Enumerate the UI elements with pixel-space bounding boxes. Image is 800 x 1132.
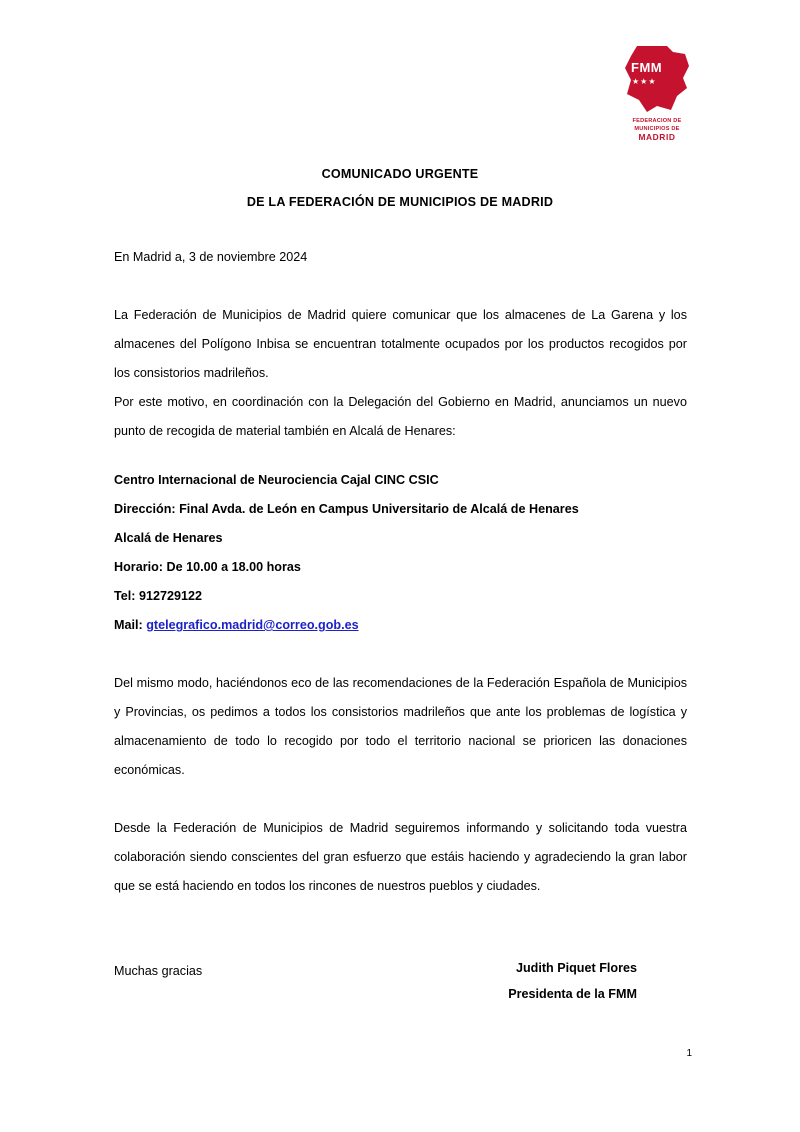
date-line: En Madrid a, 3 de noviembre 2024: [114, 250, 308, 264]
spacer: [114, 446, 687, 466]
spacer: [114, 785, 687, 814]
paragraph-2: Por este motivo, en coordinación con la Delegación del Gobierno en Madrid, anunciamos un nuevo punto de recogida de material también en Alcalá de Henares:: [114, 395, 687, 438]
signature-name: Judith Piquet Flores: [515, 961, 637, 975]
page-number: 1: [686, 1048, 692, 1059]
center-city: Alcalá de Henares: [114, 531, 223, 545]
paragraph-1: La Federación de Municipios de Madrid quiere comunicar que los almacenes de La Garena y los almacenes del Polígono Inbisa se encuentran totalmente ocupados por los productos recogidos por los consistorios madrileños.: [114, 308, 687, 380]
spacer: [114, 272, 687, 301]
fmm-logo: [611, 44, 703, 142]
paragraph-3: Del mismo modo, haciéndonos eco de las recomendaciones de la Federación Española de Municipios y Provincias, os pedimos a todos los consistorios madrileños que ante los problemas de logística y almacenamiento de todo lo recogido por todo el territorio nacional se prioricen las donaciones económicas.: [114, 676, 687, 777]
page-title-line2: DE LA FEDERACIÓN DE MUNICIPIOS DE MADRID: [246, 195, 554, 209]
fmm-logo-caption-line2: MUNICIPIOS DE: [634, 125, 680, 132]
page-title-line1: COMUNICADO URGENTE: [321, 167, 479, 181]
fmm-logo-mark: [623, 44, 691, 114]
signature-block: [0, 955, 637, 1007]
spacer: [114, 640, 687, 669]
center-mail-label: Mail:: [114, 618, 147, 632]
spacer: [114, 901, 687, 957]
center-address: Dirección: Final Avda. de León en Campus Universitario de Alcalá de Henares: [114, 502, 579, 516]
fmm-logo-caption-line3: MADRID: [638, 132, 676, 143]
document-body: [114, 243, 687, 986]
thanks-line: Muchas gracias: [114, 964, 203, 978]
center-phone: Tel: 912729122: [114, 589, 202, 603]
fmm-logo-caption-line1: FEDERACION DE: [632, 118, 682, 124]
center-mail-row: [114, 611, 687, 640]
signature-role: Presidenta de la FMM: [508, 987, 637, 1001]
paragraph-4: Desde la Federación de Municipios de Madrid seguiremos informando y solicitando toda vuestra colaboración siendo conscientes del gran esfuerzo que estáis haciendo y agradeciendo la gran labor que se está haciendo en todos los rincones de nuestros pueblos y ciudades.: [114, 821, 687, 893]
center-hours: Horario: De 10.00 a 18.00 horas: [114, 560, 301, 574]
fmm-logo-text: FMM: [631, 60, 663, 75]
page-title: [0, 160, 800, 216]
fmm-logo-stars: ★★★: [632, 77, 657, 86]
center-mail-link[interactable]: gtelegrafico.madrid@correo.gob.es: [146, 618, 359, 632]
center-name: Centro Internacional de Neurociencia Cajal CINC CSIC: [114, 473, 439, 487]
collection-point-details: [114, 466, 687, 640]
fmm-logo-caption: [611, 118, 703, 142]
